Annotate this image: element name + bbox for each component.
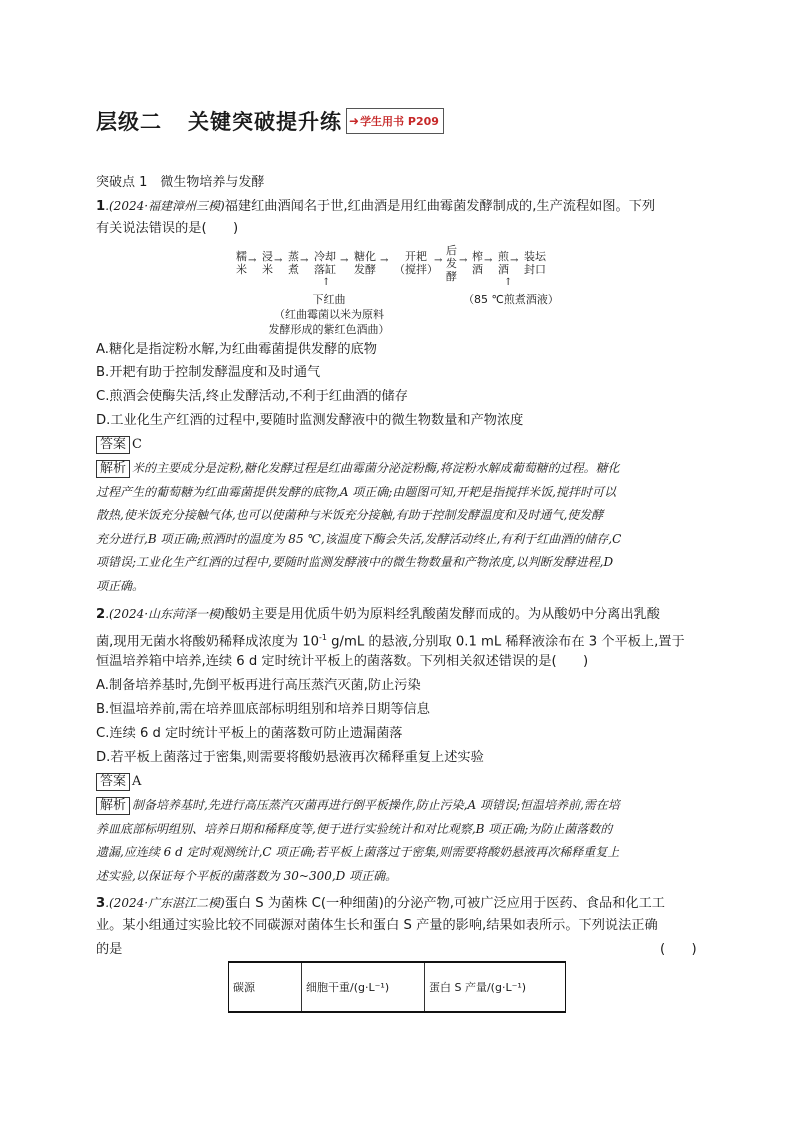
up-arrow-icon: ↑ [322,277,331,288]
flow-step-7: 后 发 酵 [446,244,457,283]
flow-note-heating: （85 ℃煎煮酒液） [463,293,559,306]
q2-stem-line1: 2.(2024·山东菏泽一模)酸奶主要是用优质牛奶为原料经乳酸菌发酵而成的。为从酸奶中分离出乳酸 [96,607,660,622]
flow-step-10: 装坛 封口 [524,250,546,276]
section-title: 突破点 1 微生物培养与发酵 [96,175,265,190]
table-header-protein-yield: 蛋白 S 产量/(g·L⁻¹) [425,962,566,1012]
flow-arrow-icon: → [459,255,468,266]
q1-option-a: A.糖化是指淀粉水解,为红曲霉菌提供发酵的底物 [96,342,377,357]
arrow-icon: ➜ [349,114,360,128]
flow-step-6: 开耙 （搅拌） [394,250,438,276]
level-title: 关键突破提升练 [188,110,342,134]
answer-tag: 答案 [96,436,130,454]
explanation-tag: 解析 [96,797,130,815]
textbook-reference: 学生用书 P209 [360,115,439,128]
q1-stem-line1 [96,197,655,216]
q1-number: 1 [96,199,106,214]
q2-stem-line3: 恒温培养箱中培养,连续 6 d 定时统计平板上的菌落数。下列相关叙述错误的是( ) [96,654,589,669]
flow-step-1: 糯 米 [236,250,247,276]
q1-answer-row [96,436,142,454]
q3-number: 3 [96,896,106,911]
flow-arrow-icon: → [380,255,389,266]
q3-answer-paren: ( ) [660,942,697,957]
q2-option-b: B.恒温培养前,需在培养皿底部标明组别和培养日期等信息 [96,702,430,717]
flow-step-5: 糖化 发酵 [354,250,376,276]
q2-stem-line2: 菌,现用无菌水将酸奶稀释成浓度为 $10^{-1}$ g/mL 的悬液,分别取 0.1 mL 稀释液涂布在 3 个平板上,置于 [96,633,685,650]
flow-step-2: 浸 米 [262,250,273,276]
q3-source: .(2024·广东湛江二模) [105,896,225,910]
flow-step-8: 榨 酒 [472,250,483,276]
flow-arrow-icon: → [340,255,349,266]
flow-arrow-icon: → [434,255,443,266]
flow-arrow-icon: → [274,255,283,266]
flow-note-red-koji: 下红曲 （红曲霉菌以米为原料 发酵形成的紫红色酒曲） [268,293,390,336]
flow-step-9: 煎 酒 [498,250,509,276]
up-arrow-icon: ↑ [504,277,513,288]
q2-option-d: D.若平板上菌落过于密集,则需要将酸奶悬液再次稀释重复上述实验 [96,750,484,765]
table-row [229,962,566,1012]
q3-stem-line3: 的是 [96,942,123,957]
q1-option-d: D.工业化生产红酒的过程中,要随时监测发酵液中的微生物数量和产物浓度 [96,413,524,428]
q1-process-flow [224,244,574,336]
q2-answer-row [96,773,141,791]
q2-option-a: A.制备培养基时,先倒平板再进行高压蒸汽灭菌,防止污染 [96,678,421,693]
level-heading [96,104,444,138]
q1-option-b: B.开耙有助于控制发酵温度和及时通气 [96,365,321,380]
flow-arrow-icon: → [484,255,493,266]
flow-arrow-icon: → [248,255,257,266]
q2-number: 2 [96,607,106,622]
answer-tag: 答案 [96,773,130,791]
q1-source: .(2024·福建漳州三模) [105,199,225,213]
explanation-tag: 解析 [96,460,130,478]
q1-stem-text1: 福建红曲酒闻名于世,红曲酒是用红曲霉菌发酵制成的,生产流程如图。下列 [224,199,656,214]
textbook-reference-badge [346,108,444,134]
flow-arrow-icon: → [510,255,519,266]
q1-explanation: 解析 米的主要成分是淀粉,糖化发酵过程是红曲霉菌分泌淀粉酶,将淀粉水解成葡萄糖的过程。糖化 过程产生的葡萄糖为红曲霉菌提供发酵的底物,A 项正确;由题图可知,开耙是指搅拌米饭,搅拌时可以 散热,使米饭充分接触气体,也可以使菌种与米饭充分接触,有助于控制发酵温度和及时通气,使发酵 充分进行,B 项正确;煎酒时的温度为 85 ℃,该温度下酶会失活,发酵活动终止,有利于红曲酒的储存,C 项错误;工业化生产红酒的过程中,要随时监测发酵液中的微生物数量和产物浓度,以判断发酵进程,D 项正确。 [96,461,622,593]
q1-stem-line2: 有关说法错误的是( ) [96,221,239,236]
flow-step-4: 冷却 落缸 [314,250,336,276]
flow-arrow-icon: → [300,255,309,266]
level-label: 层级二 [96,110,162,134]
q3-results-table [228,961,566,1013]
flow-step-3: 蒸 煮 [288,250,299,276]
q2-option-c: C.连续 6 d 定时统计平板上的菌落数可防止遗漏菌落 [96,726,403,741]
q3-stem-line1: 3.(2024·广东湛江二模)蛋白 S 为菌株 C(一种细菌)的分泌产物,可被广泛应用于医药、食品和化工工 [96,896,665,911]
q1-option-c: C.煎酒会使酶失活,终止发酵活动,不利于红曲酒的储存 [96,389,408,404]
q2-answer: A [132,774,142,789]
table-header-dry-weight: 细胞干重/(g·L⁻¹) [302,962,425,1012]
q1-answer: C [132,437,142,452]
table-header-carbon-source: 碳源 [233,981,255,994]
q2-explanation: 解析 制备培养基时,先进行高压蒸汽灭菌再进行倒平板操作,防止污染,A 项错误;恒温培养前,需在培 养皿底部标明组别、培养日期和稀释度等,便于进行实验统计和对比观察,B 项正确;为防止菌落数的 遗漏,应连续 6 d 定时观测统计,C 项正确;若平板上菌落过于密集,则需要将酸奶悬液再次稀释重复上 述实验,以保证每个平板的菌落数为 30~300,D 项正确。 [96,798,620,883]
q2-source: .(2024·山东菏泽一模) [105,607,225,621]
q3-stem-line2: 业。某小组通过实验比较不同碳源对菌体生长和蛋白 S 产量的影响,结果如表所示。下列说法正确 [96,918,658,933]
